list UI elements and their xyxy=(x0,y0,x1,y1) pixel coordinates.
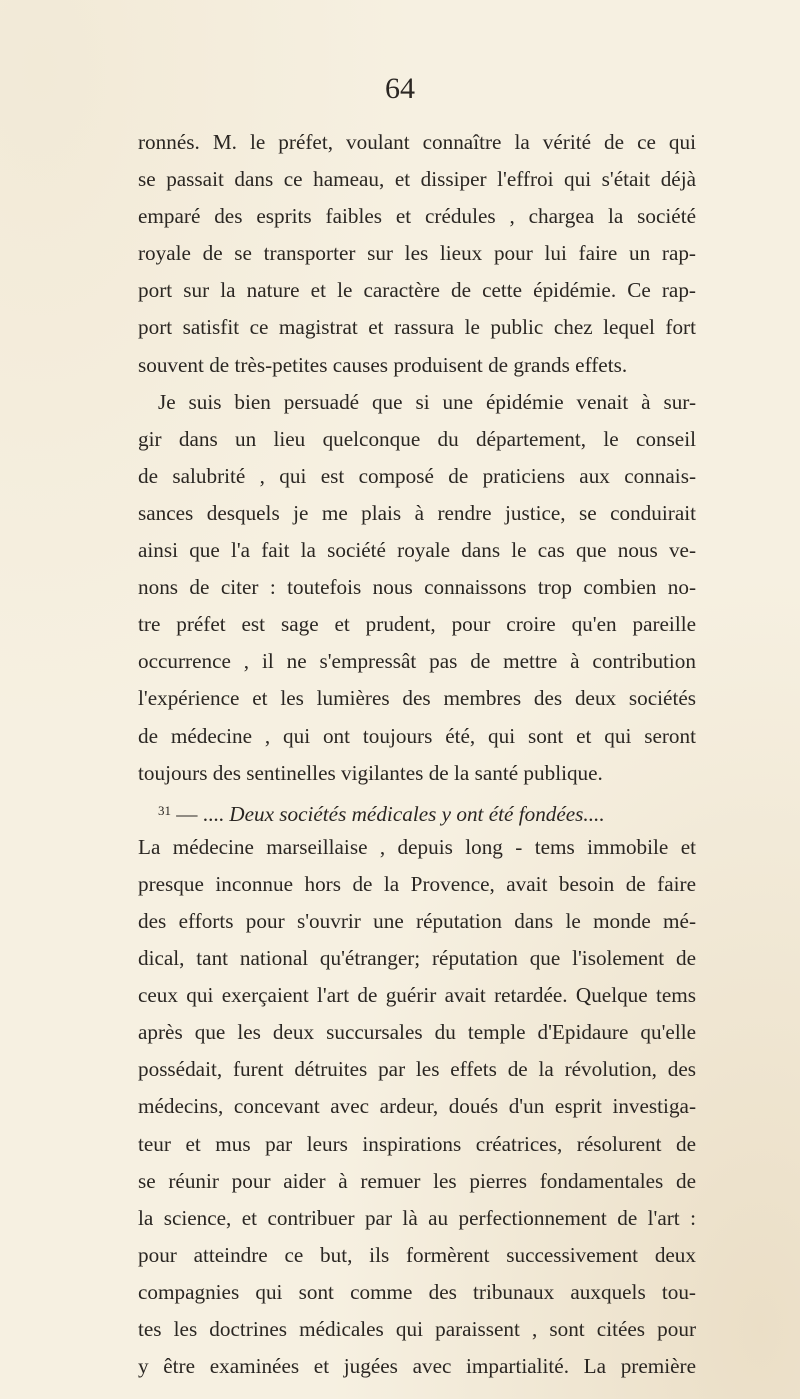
text-line: occurrence , il ne s'empressât pas de mettre à contribution xyxy=(138,649,696,674)
body-text xyxy=(138,124,696,1385)
note-number: 31 xyxy=(158,802,171,818)
text-line: y être examinées et jugées avec impartialité. La première xyxy=(138,1354,696,1379)
text-line: Je suis bien persuadé que si une épidémie venait à sur- xyxy=(158,389,696,414)
text-line: possédait, furent détruites par les effets de la révolution, des xyxy=(138,1057,696,1082)
text-line: La médecine marseillaise , depuis long - tems immobile et xyxy=(138,834,696,859)
text-line: se passait dans ce hameau, et dissiper l'effroi qui s'était déjà xyxy=(138,167,696,192)
text-line: tre préfet est sage et prudent, pour croire qu'en pareille xyxy=(138,612,696,637)
text-line: presque inconnue hors de la Provence, avait besoin de faire xyxy=(138,871,696,896)
text-line: de salubrité , qui est composé de praticiens aux connais- xyxy=(138,463,696,488)
text-line: ronnés. M. le préfet, voulant connaître la vérité de ce qui xyxy=(138,130,696,154)
text-line: royale de se transporter sur les lieux pour lui faire un rap- xyxy=(138,241,696,266)
text-line: ceux qui exerçaient l'art de guérir avait retardée. Quelque tems xyxy=(138,983,696,1008)
note-lead: — .... xyxy=(171,801,230,826)
text-line: toujours des sentinelles vigilantes de la santé publique. xyxy=(138,760,603,785)
text-line: la science, et contribuer par là au perfectionnement de l'art : xyxy=(138,1205,696,1230)
text-line: port sur la nature et le caractère de cette épidémie. Ce rap- xyxy=(138,278,696,303)
text-line: dical, tant national qu'étranger; réputation que l'isolement de xyxy=(138,946,696,971)
text-line: teur et mus par leurs inspirations créatrices, résolurent de xyxy=(138,1131,696,1156)
text-line: médecins, concevant avec ardeur, doués d'un esprit investiga- xyxy=(138,1094,696,1119)
text-line: des efforts pour s'ouvrir une réputation dans le monde mé- xyxy=(138,908,696,933)
note-heading xyxy=(138,792,696,829)
text-line: se réunir pour aider à remuer les pierres fondamentales de xyxy=(138,1168,696,1193)
text-line: de médecine , qui ont toujours été, qui sont et qui seront xyxy=(138,723,696,748)
text-line: nons de citer : toutefois nous connaissons trop combien no- xyxy=(138,575,696,600)
text-line: ainsi que l'a fait la société royale dans le cas que nous ve- xyxy=(138,538,696,563)
text-line: souvent de très-petites causes produisent de grands effets. xyxy=(138,352,628,377)
text-line: tes les doctrines médicales qui paraissent , sont citées pour xyxy=(138,1317,696,1341)
text-line: pour atteindre ce but, ils formèrent successivement deux xyxy=(138,1242,696,1267)
text-line: emparé des esprits faibles et crédules , chargea la société xyxy=(138,204,696,229)
note-title: Deux sociétés médicales y ont été fondées.... xyxy=(229,801,605,826)
page-number: 64 xyxy=(385,72,415,105)
text-line: gir dans un lieu quelconque du département, le conseil xyxy=(138,426,696,451)
text-line: l'expérience et les lumières des membres des deux sociétés xyxy=(138,686,696,711)
text-line: après que les deux succursales du temple d'Epidaure qu'elle xyxy=(138,1020,696,1045)
text-line: compagnies qui sont comme des tribunaux auxquels tou- xyxy=(138,1279,696,1304)
text-line: port satisfit ce magistrat et rassura le public chez lequel fort xyxy=(138,315,696,340)
text-line: sances desquels je me plais à rendre justice, se conduirait xyxy=(138,500,696,525)
